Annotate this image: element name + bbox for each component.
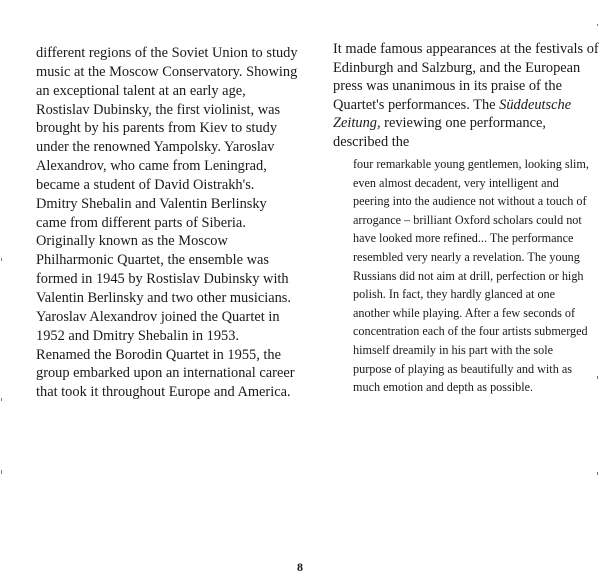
text-line: Dmitry Shebalin and Valentin Berlinsky — [36, 195, 267, 212]
left-text-column — [36, 44, 318, 402]
left-paragraph — [36, 44, 318, 402]
scan-edge-mark — [597, 376, 598, 379]
text-line: Yaroslav Alexandrov joined the Quartet in — [36, 308, 280, 325]
text-line: came from different parts of Siberia. — [36, 214, 246, 231]
quote-line: resembled very nearly a revelation. The young — [353, 249, 580, 264]
text-line: that took it throughout Europe and America. — [36, 384, 291, 401]
text-line: group embarked upon an international career — [36, 365, 295, 382]
line-text-segment: Quartet's performances. The — [333, 96, 500, 113]
quote-line: himself dreamily in his part with the sole — [353, 342, 554, 357]
text-line: an exceptional talent at an early age, — [36, 82, 246, 99]
quote-line: polish. In fact, they hardly glanced at one — [353, 287, 556, 302]
quote-line: four remarkable young gentlemen, looking slim, — [353, 157, 589, 171]
quote-line: much emotion and depth as possible. — [353, 380, 534, 395]
text-line: It made famous appearances at the festivals of — [333, 41, 599, 57]
text-line — [333, 114, 573, 133]
text-line: formed in 1945 by Rostislav Dubinsky with — [36, 271, 289, 288]
right-intro-paragraph — [333, 40, 599, 151]
quote-line: Russians did not aim at drill, perfection or high — [353, 268, 584, 283]
text-line: press was unanimous in its praise of the — [333, 78, 563, 94]
line-text-segment: , reviewing one performance, — [376, 115, 546, 131]
text-line: described the — [333, 133, 410, 150]
scan-edge-mark — [597, 24, 598, 26]
quote-line: another while playing. After a few seconds of — [353, 305, 576, 320]
text-line: Alexandrov, who came from Leningrad, — [36, 158, 267, 175]
quote-line: have looked more refined... The performance — [353, 231, 574, 246]
text-line: Philharmonic Quartet, the ensemble was — [36, 252, 269, 269]
text-line: under the renowned Yampolsky. Yaroslav — [36, 139, 275, 156]
text-line: different regions of the Soviet Union to study — [36, 45, 298, 61]
text-line: music at the Moscow Conservatory. Showing — [36, 63, 298, 80]
quote-line: purpose of playing as beautifully and with as — [353, 361, 572, 376]
text-line: Originally known as the Moscow — [36, 233, 228, 250]
scan-edge-mark — [597, 472, 598, 475]
text-line: Valentin Berlinsky and two other musicians. — [36, 289, 291, 306]
quote-line: even almost decadent, very intelligent and — [353, 175, 559, 190]
quote-line: concentration each of the four artists submerged — [353, 324, 588, 339]
text-line: Rostislav Dubinsky, the first violinist, was — [36, 101, 281, 118]
scan-edge-mark — [1, 398, 2, 401]
text-line: Edinburgh and Salzburg, and the European — [333, 59, 581, 76]
text-line: became a student of David Oistrakh's. — [36, 176, 255, 193]
text-line — [333, 96, 573, 115]
block-quote — [353, 155, 589, 397]
text-line: 1952 and Dmitry Shebalin in 1953. — [36, 327, 240, 344]
right-text-column — [333, 40, 599, 397]
newspaper-title-part1: Süddeutsche — [499, 96, 572, 113]
text-line: Renamed the Borodin Quartet in 1955, the — [36, 346, 281, 363]
quote-line: arrogance – brilliant Oxford scholars could not — [353, 212, 582, 227]
quote-line: peering into the audience not without a touch of — [353, 194, 587, 209]
page-number: 8 — [297, 560, 303, 574]
newspaper-title-part2: Zeitung — [333, 115, 377, 131]
scan-edge-mark — [1, 258, 2, 261]
scan-edge-mark — [1, 470, 2, 474]
text-line: brought by his parents from Kiev to study — [36, 120, 278, 137]
